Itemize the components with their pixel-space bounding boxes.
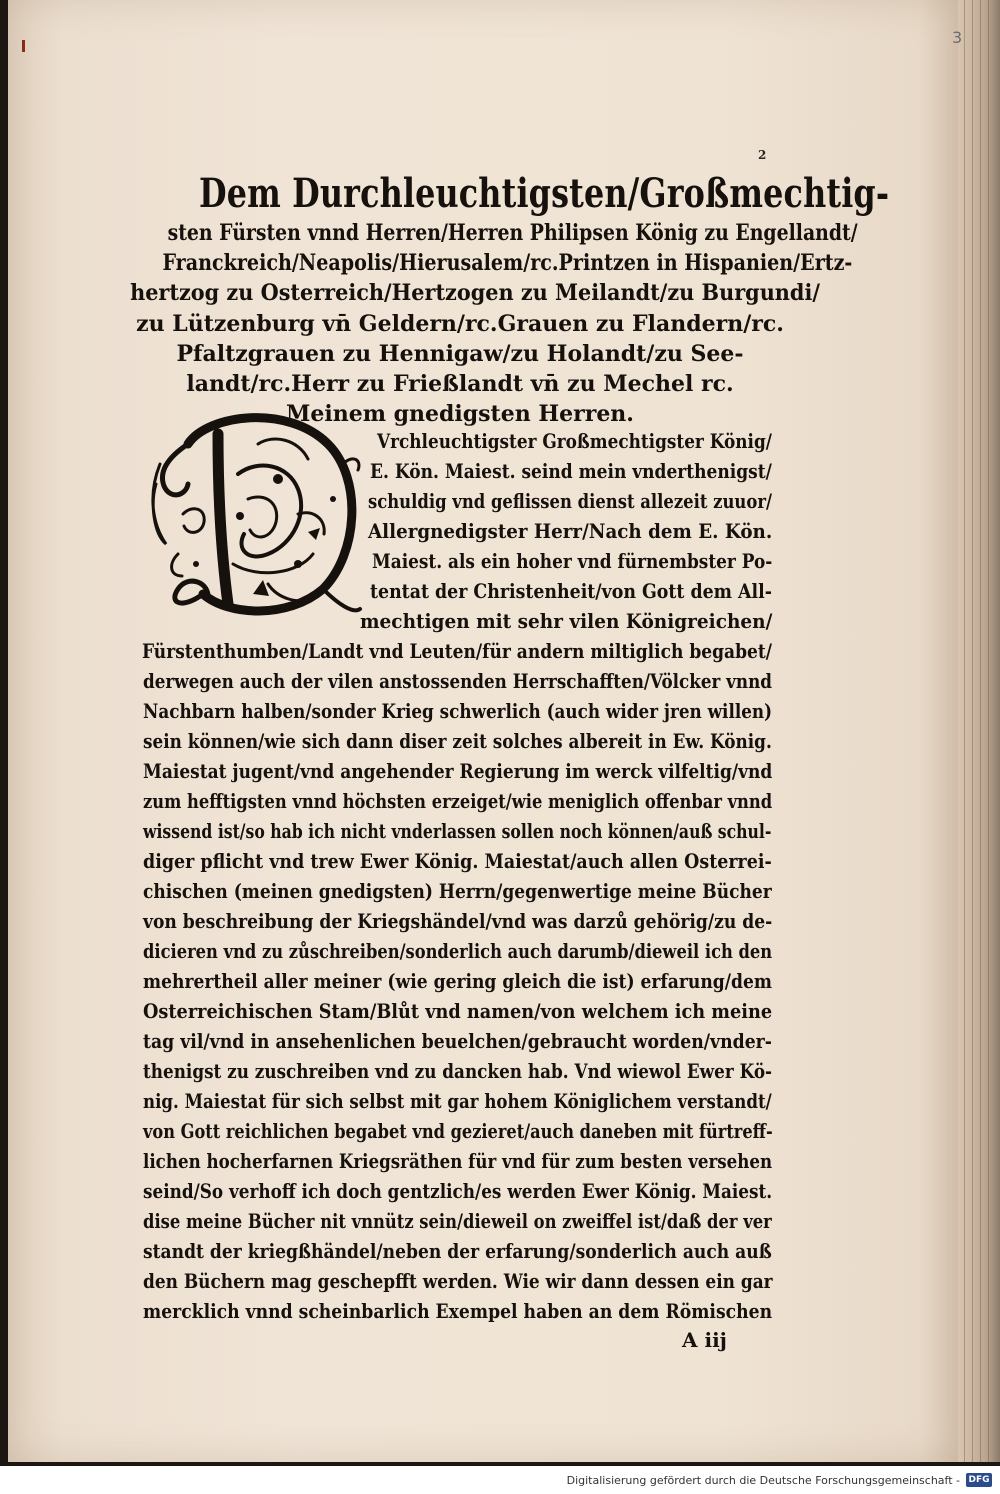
body-line: seind/So verhoff ich doch gentzlich/es werden Ewer König. Maiest. — [143, 1179, 773, 1203]
body-line: mercklich vnnd scheinbarlich Exempel haben an dem Römischen — [143, 1299, 773, 1323]
body-line: thenigst zu zuschreiben vnd zu dancken hab. Vnd wiewol Ewer Kö- — [143, 1059, 773, 1083]
funding-credit: Digitalisierung gefördert durch die Deutsche Forschungsgemeinschaft - — [566, 1474, 960, 1487]
dfg-logo-icon: DFG — [966, 1473, 992, 1487]
heading-title: Dem Durchleuchtigsten/Großmechtig- — [198, 170, 890, 217]
heading-line: hertzog zu Osterreich/Hertzogen zu Meilandt/zu Burgundi/ — [130, 280, 820, 307]
body-line: derwegen auch der vilen anstossenden Herrschafften/Völcker vnnd — [143, 669, 773, 693]
body-line: von beschreibung der Kriegshändel/vnd was darzů gehörig/zu de- — [143, 909, 773, 933]
body-line: dise meine Bücher nit vnnütz sein/dieweil on zweiffel ist/daß der ver — [143, 1209, 772, 1233]
body-line: Vrchleuchtigster Großmechtigster König/ — [377, 429, 772, 453]
body-line: Nachbarn halben/sonder Krieg schwerlich (auch wider jren willen) — [143, 699, 773, 723]
body-line: Maiest. als ein hoher vnd fürnembster Po- — [372, 549, 773, 573]
body-line: nig. Maiestat für sich selbst mit gar hohem Königlichem verstandt/ — [143, 1089, 772, 1113]
heading-line: zu Lützenburg vn̄ Geldern/rc.Grauen zu Flandern/rc. — [136, 310, 784, 337]
body-line: mechtigen mit sehr vilen Königreichen/ — [360, 609, 773, 633]
body-line: Osterreichischen Stam/Blůt vnd namen/von welchem ich meine — [143, 999, 773, 1023]
body-line: E. Kön. Maiest. seind mein vnderthenigst/ — [370, 459, 772, 483]
body-line: Maiestat jugent/vnd angehender Regierung im werck vilfeltig/vnd — [143, 759, 773, 783]
heading-line: landt/rc.Herr zu Frießlandt vn̄ zu Mechel rc. — [186, 371, 734, 398]
heading-line: sten Fürsten vnnd Herren/Herren Philipsen König zu Engellandt/ — [167, 220, 858, 246]
body-line: lichen hocherfarnen Kriegsräthen für vnd für zum besten versehen — [143, 1149, 773, 1173]
pencil-page-number: 3 — [952, 28, 963, 47]
folio-number: 2 — [758, 148, 767, 162]
body-line: sein können/wie sich dann diser zeit solches albereit in Ew. König. — [143, 729, 772, 753]
body-line: mehrertheil aller meiner (wie gering gleich die ist) erfarung/dem — [143, 969, 772, 993]
body-line: schuldig vnd geflissen dienst allezeit zuuor/ — [368, 489, 772, 513]
body-line: tag vil/vnd in ansehenlichen beuelchen/gebraucht worden/vnder- — [143, 1029, 772, 1053]
body-line: Fürstenthumben/Landt vnd Leuten/für andern miltiglich begabet/ — [142, 639, 773, 663]
body-line: tentat der Christenheit/von Gott dem All- — [370, 579, 772, 603]
footer-bar — [0, 1466, 1000, 1494]
body-line: dicieren vnd zu zůschreiben/sonderlich auch darumb/dieweil ich den — [143, 939, 773, 963]
heading-line: Meinem gnedigsten Herren. — [286, 401, 634, 428]
heading-line: Pfaltzgrauen zu Hennigaw/zu Holandt/zu See- — [176, 340, 744, 367]
signature-mark: A iij — [682, 1328, 727, 1352]
body-line: wissend ist/so hab ich nicht vnderlassen sollen noch können/auß schul- — [143, 819, 772, 843]
body-line: diger pflicht vnd trew Ewer König. Maiestat/auch allen Osterrei- — [143, 849, 772, 873]
body-line: standt der kriegßhändel/neben der erfarung/sonderlich auch auß — [143, 1239, 772, 1263]
heading-line: Franckreich/Neapolis/Hierusalem/rc.Printzen in Hispanien/Ertz- — [162, 250, 853, 277]
body-line: zum hefftigsten vnnd höchsten erzeiget/wie meniglich offenbar vnnd — [143, 789, 773, 813]
body-line: den Büchern mag geschepfft werden. Wie wir dann dessen ein gar — [143, 1269, 773, 1293]
body-line: chischen (meinen gnedigsten) Herrn/gegenwertige meine Bücher — [143, 879, 772, 903]
body-line: Allergnedigster Herr/Nach dem E. Kön. — [368, 519, 773, 543]
body-line: von Gott reichlichen begabet vnd gezieret/auch daneben mit fürtreff- — [143, 1119, 773, 1143]
